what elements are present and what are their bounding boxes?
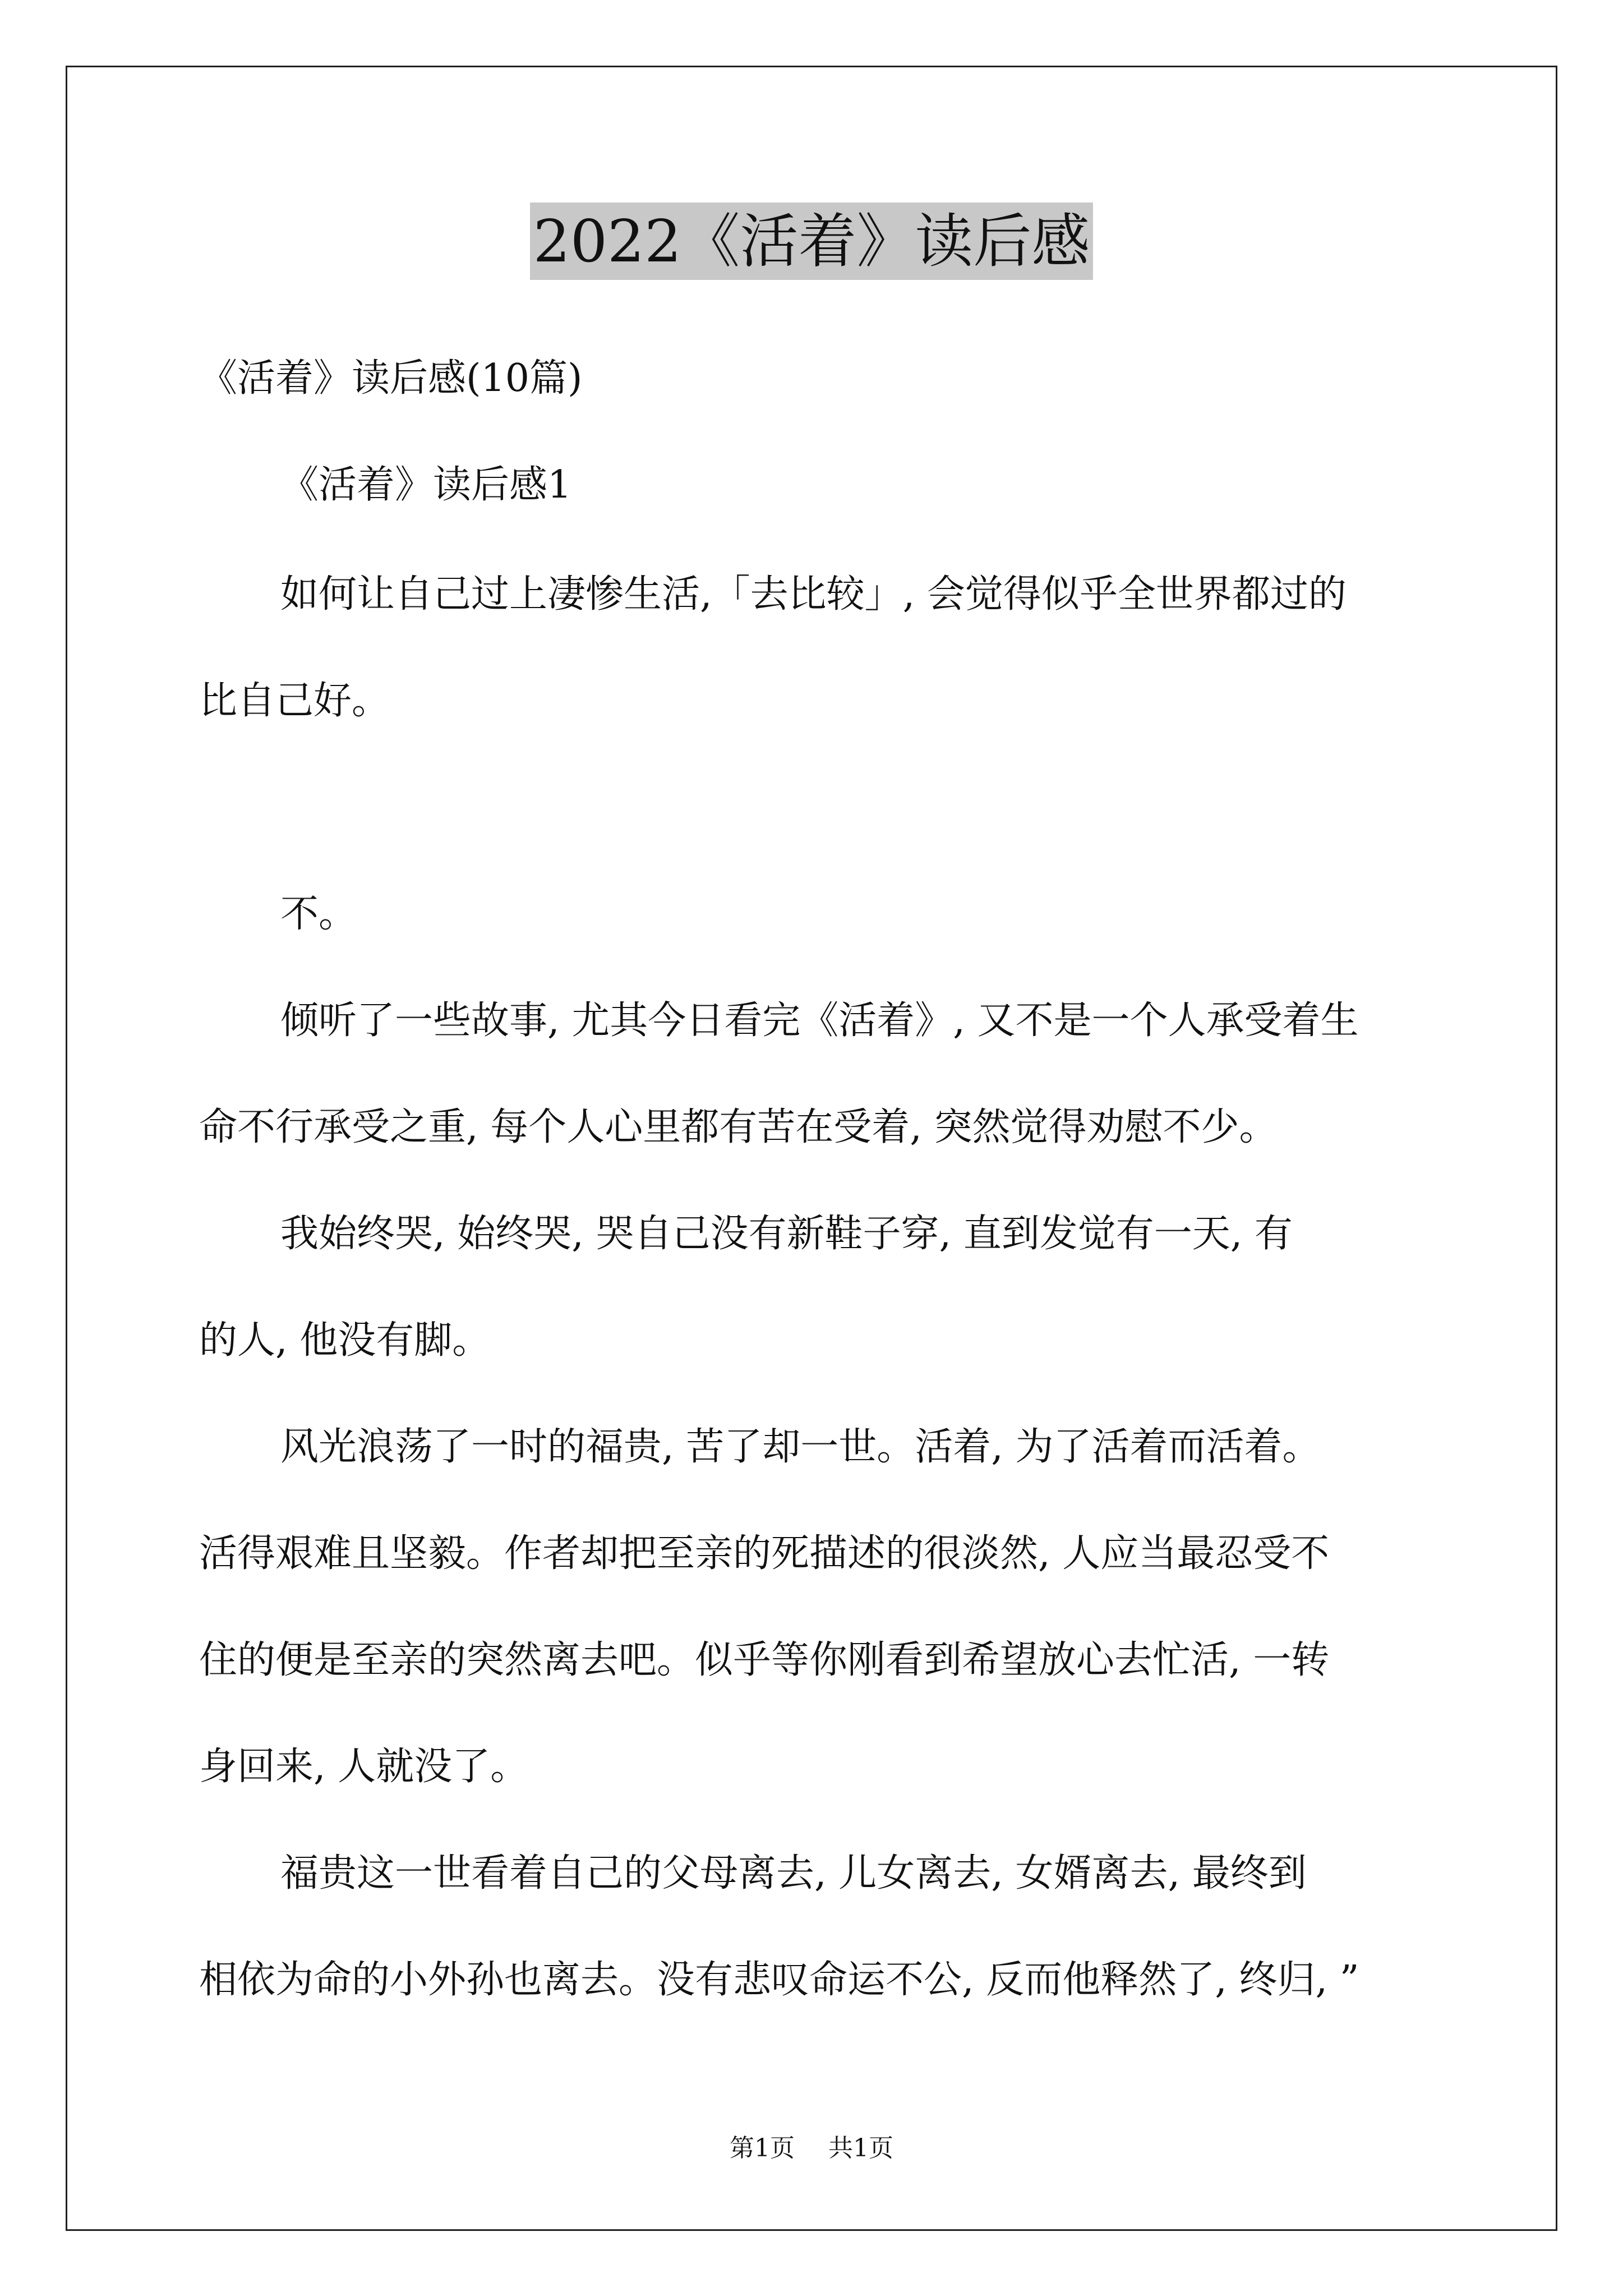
page-footer xyxy=(0,2132,1623,2165)
paragraph-line: 福贵这一世看着自己的父母离去, 儿女离去, 女婿离去, 最终到 xyxy=(280,1851,1307,1895)
paragraph-line: 倾听了一些故事, 尤其今日看完《活着》, 又不是一个人承受着生 xyxy=(280,999,1359,1043)
paragraph-line: 身回来, 人就没了。 xyxy=(199,1745,529,1789)
paragraph-line: 命不行承受之重, 每个人心里都有苦在受着, 突然觉得劝慰不少。 xyxy=(199,1105,1278,1149)
paragraph-line: 我始终哭, 始终哭, 哭自己没有新鞋子穿, 直到发觉有一天, 有 xyxy=(280,1212,1293,1256)
paragraph-line: 如何让自己过上凄惨生活,「去比较」, 会觉得似乎全世界都过的 xyxy=(280,572,1347,616)
title-highlight: 2022《活着》读后感 xyxy=(530,203,1094,280)
paragraph-line: 活得艰难且坚毅。作者却把至亲的死描述的很淡然, 人应当最忍受不 xyxy=(199,1531,1330,1576)
document-subtitle: 《活着》读后感(10篇) xyxy=(199,356,583,401)
paragraph-line: 的人, 他没有脚。 xyxy=(199,1318,491,1363)
paragraph-line: 风光浪荡了一时的福贵, 苦了却一世。活着, 为了活着而活着。 xyxy=(280,1425,1321,1469)
section-heading: 《活着》读后感1 xyxy=(280,463,572,507)
document-title xyxy=(0,202,1623,280)
page-total: 共1页 xyxy=(828,2134,893,2162)
page-current: 第1页 xyxy=(730,2134,795,2162)
paragraph-line: 不。 xyxy=(280,892,357,936)
paragraph-line: 比自己好。 xyxy=(199,679,390,723)
paragraph-line: 相依为命的小外孙也离去。没有悲叹命运不公, 反而他释然了, 终归, ” xyxy=(199,1958,1359,2002)
paragraph-line: 住的便是至亲的突然离去吧。似乎等你刚看到希望放心去忙活, 一转 xyxy=(199,1638,1330,1682)
